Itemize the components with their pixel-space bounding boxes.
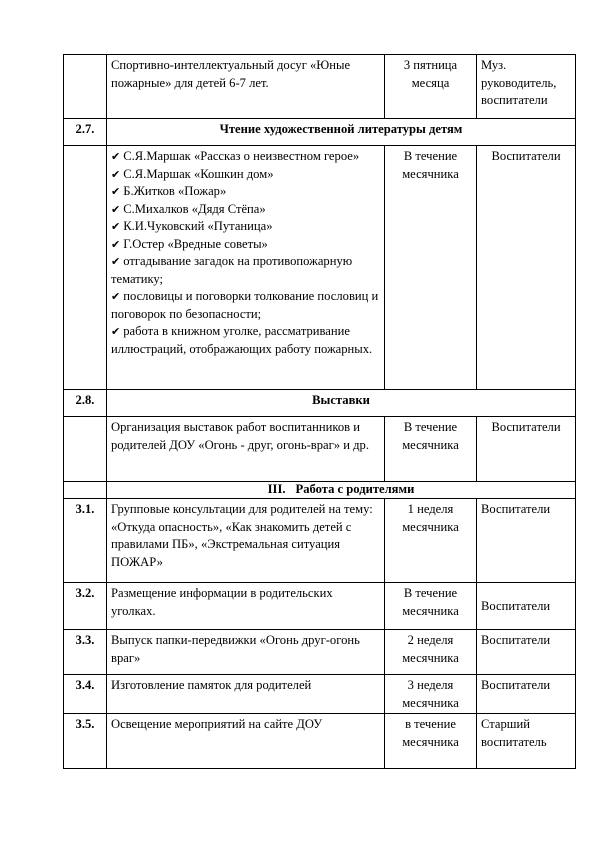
check-mark-icon: ✔ — [111, 255, 121, 268]
section-roman-number: III. — [267, 482, 286, 496]
list-item: ✔ Б.Житков «Пожар» — [111, 184, 227, 198]
event-responsible: Муз. руководитель, воспитатели — [477, 55, 576, 119]
row-number — [64, 146, 107, 390]
section-title: Выставки — [107, 390, 576, 417]
section-title — [107, 482, 576, 499]
event-description: Изготовление памяток для родителей — [107, 675, 385, 714]
section-row — [64, 482, 576, 499]
event-responsible: Воспитатели — [477, 583, 576, 630]
table-row — [64, 714, 576, 769]
check-mark-icon: ✔ — [111, 325, 121, 338]
table-row — [64, 675, 576, 714]
event-term: В течение месячника — [385, 146, 477, 390]
table-row — [64, 583, 576, 630]
event-responsible: Воспитатели — [477, 675, 576, 714]
row-number: 3.4. — [64, 675, 107, 714]
list-item: ✔ пословицы и поговорки толкование пословиц и поговорок по безопасности; — [111, 289, 379, 321]
event-responsible: Воспитатели — [477, 630, 576, 675]
event-responsible: Воспитатели — [477, 499, 576, 583]
check-mark-icon: ✔ — [111, 237, 121, 251]
event-plan-table — [63, 54, 576, 769]
event-description: Групповые консультации для родителей на тему: «Откуда опасность», «Как знакомить детей с правилами ПБ», «Экстремальная ситуация ПОЖАР» — [107, 499, 385, 583]
table-row — [64, 499, 576, 583]
event-term: 3 неделя месячника — [385, 675, 477, 714]
event-responsible: Старший воспитатель — [477, 714, 576, 769]
row-number: 3.3. — [64, 630, 107, 675]
row-number — [64, 482, 107, 499]
section-number: 2.7. — [64, 119, 107, 146]
table-row — [64, 55, 576, 119]
section-title: Чтение художественной литературы детям — [107, 119, 576, 146]
event-responsible: Воспитатели — [477, 146, 576, 390]
event-description: Спортивно-интеллектуальный досуг «Юные пожарные» для детей 6-7 лет. — [107, 55, 385, 119]
event-description: Выпуск папки-передвижки «Огонь друг-огонь враг» — [107, 630, 385, 675]
list-item: ✔ К.И.Чуковский «Путаница» — [111, 219, 273, 233]
row-number: 3.1. — [64, 499, 107, 583]
check-mark-icon: ✔ — [111, 220, 121, 233]
list-item: ✔ С.Михалков «Дядя Стёпа» — [111, 201, 266, 216]
row-number: 3.2. — [64, 583, 107, 630]
row-number — [64, 417, 107, 482]
event-responsible: Воспитатели — [477, 417, 576, 482]
event-term: 2 неделя месячника — [385, 630, 477, 675]
check-mark-icon: ✔ — [111, 202, 121, 216]
check-mark-icon: ✔ — [111, 185, 121, 198]
list-item: ✔ отгадывание загадок на противопожарную тематику; — [111, 254, 353, 286]
section-title-text: Работа с родителями — [295, 482, 415, 496]
table-row — [64, 417, 576, 482]
event-term: 1 неделя месячника — [385, 499, 477, 583]
event-term: В течение месячника — [385, 583, 477, 630]
section-number: 2.8. — [64, 390, 107, 417]
event-description: Освещение мероприятий на сайте ДОУ — [107, 714, 385, 769]
list-item: ✔ С.Я.Маршак «Рассказ о неизвестном герое» — [111, 149, 360, 163]
check-mark-icon: ✔ — [111, 167, 121, 181]
row-number — [64, 55, 107, 119]
event-term: 3 пятница месяца — [385, 55, 477, 119]
event-description: Размещение информации в родительских уголках. — [107, 583, 385, 630]
event-description: Организация выставок работ воспитанников и родителей ДОУ «Огонь - друг, огонь-враг» и др. — [107, 417, 385, 482]
check-mark-icon: ✔ — [111, 290, 121, 303]
event-term: В течение месячника — [385, 417, 477, 482]
section-row — [64, 390, 576, 417]
list-item: ✔ работа в книжном уголке, рассматривание иллюстраций, отображающих работу пожарных. — [111, 324, 373, 356]
section-row — [64, 119, 576, 146]
table-row — [64, 146, 576, 390]
list-item: ✔ Г.Остер «Вредные советы» — [111, 236, 268, 251]
list-item: ✔ С.Я.Маршак «Кошкин дом» — [111, 166, 274, 181]
row-number: 3.5. — [64, 714, 107, 769]
event-description — [107, 146, 385, 390]
event-term: в течение месячника — [385, 714, 477, 769]
table-row — [64, 630, 576, 675]
check-mark-icon: ✔ — [111, 150, 121, 163]
